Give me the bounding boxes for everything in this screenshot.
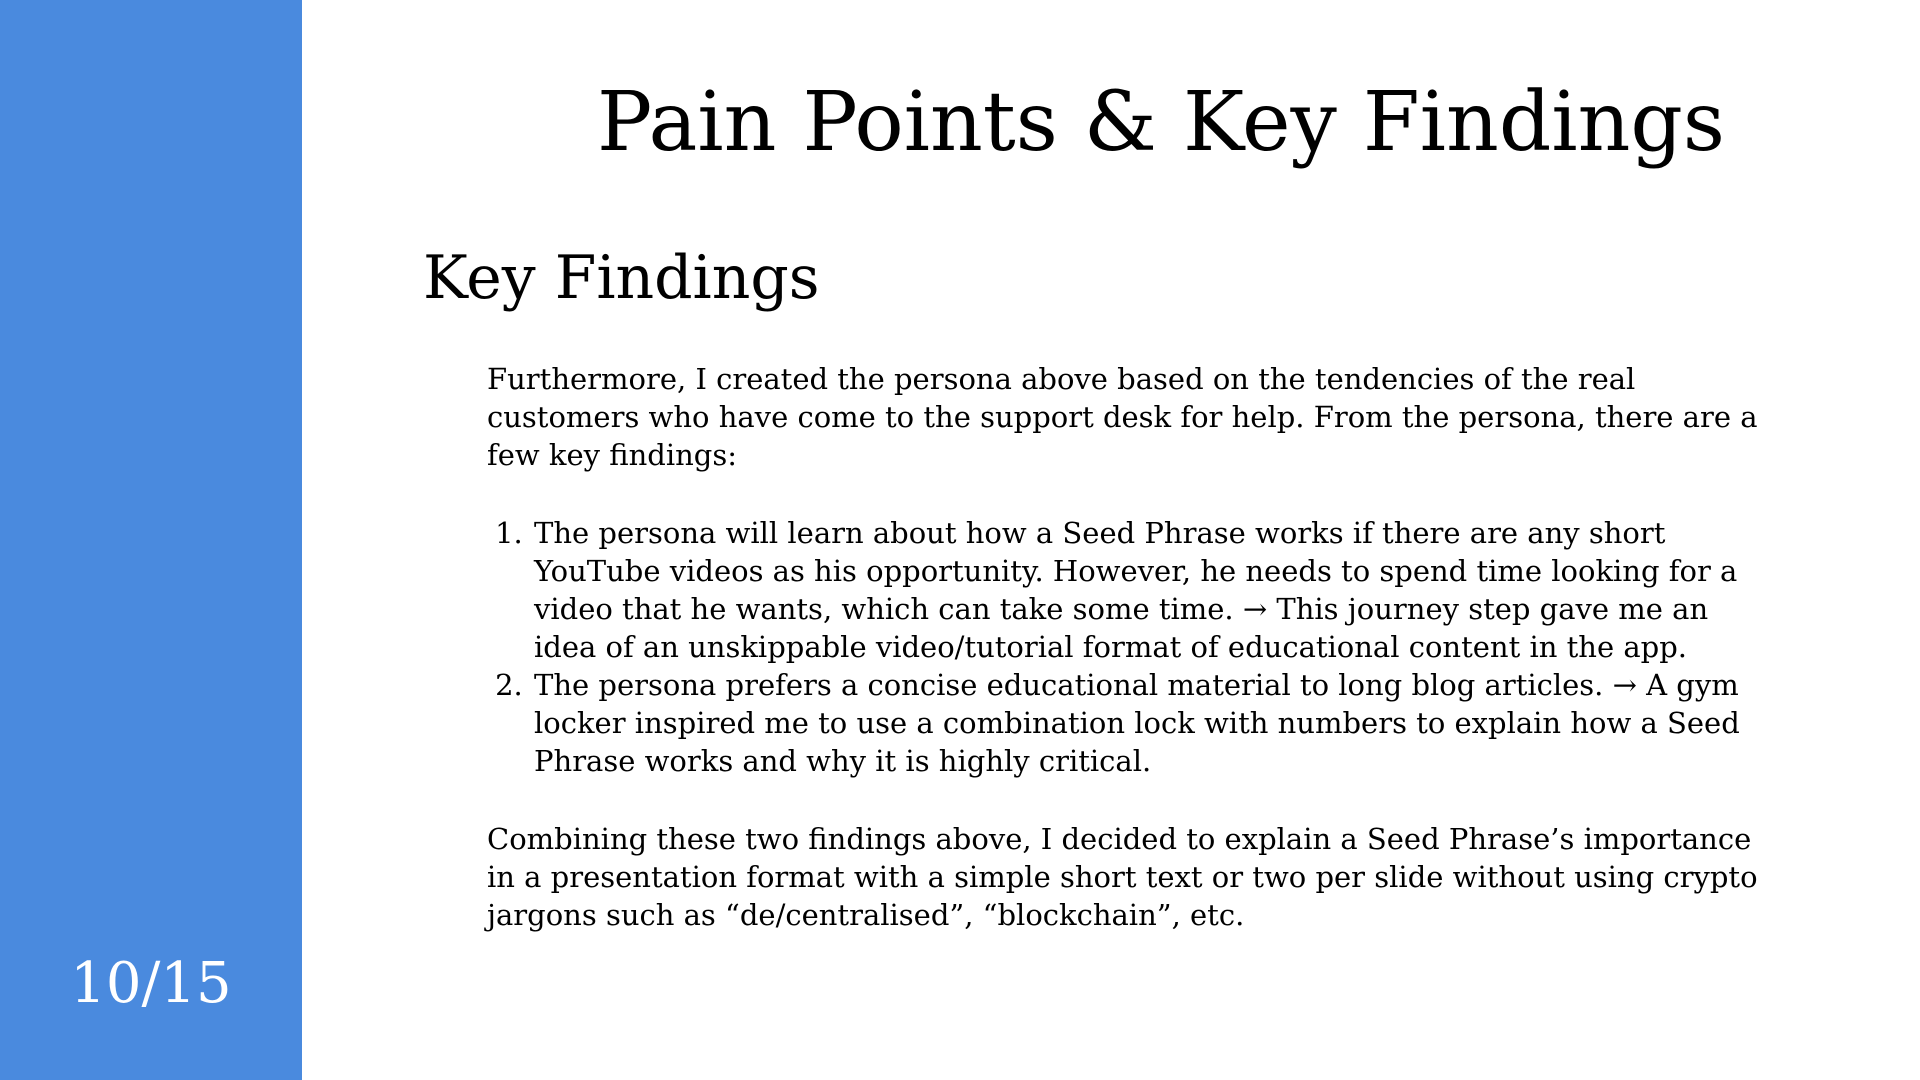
slide-title: Pain Points & Key Findings (597, 75, 1725, 170)
findings-list (487, 514, 1767, 780)
page-counter: 10/15 (70, 951, 232, 1016)
intro-paragraph: Furthermore, I created the persona above based on the tendencies of the real customers who have come to the support desk for help. From the persona, there are a few key findings: (487, 362, 1758, 472)
finding-item: 1. The persona will learn about how a Seed Phrase works if there are any short YouTube videos as his opportunity. However, he needs to spend time looking for a video that he wants, which can take some time. → This journey step gave me an idea of an unskippable video/tutorial format of educational content in the app. (532, 514, 1767, 666)
conclusion-paragraph: Combining these two findings above, I decided to explain a Seed Phrase’s importance in a presentation format with a simple short text or two per slide without using crypto jargons such as “de/centralised”, “blockchain”, etc. (487, 822, 1758, 932)
sidebar-panel (0, 0, 302, 1080)
section-heading: Key Findings (423, 243, 820, 313)
finding-item: 2. The persona prefers a concise educational material to long blog articles. → A gym locker inspired me to use a combination lock with numbers to explain how a Seed Phrase works and why it is highly critical. (532, 666, 1767, 780)
slide-body (487, 360, 1767, 934)
